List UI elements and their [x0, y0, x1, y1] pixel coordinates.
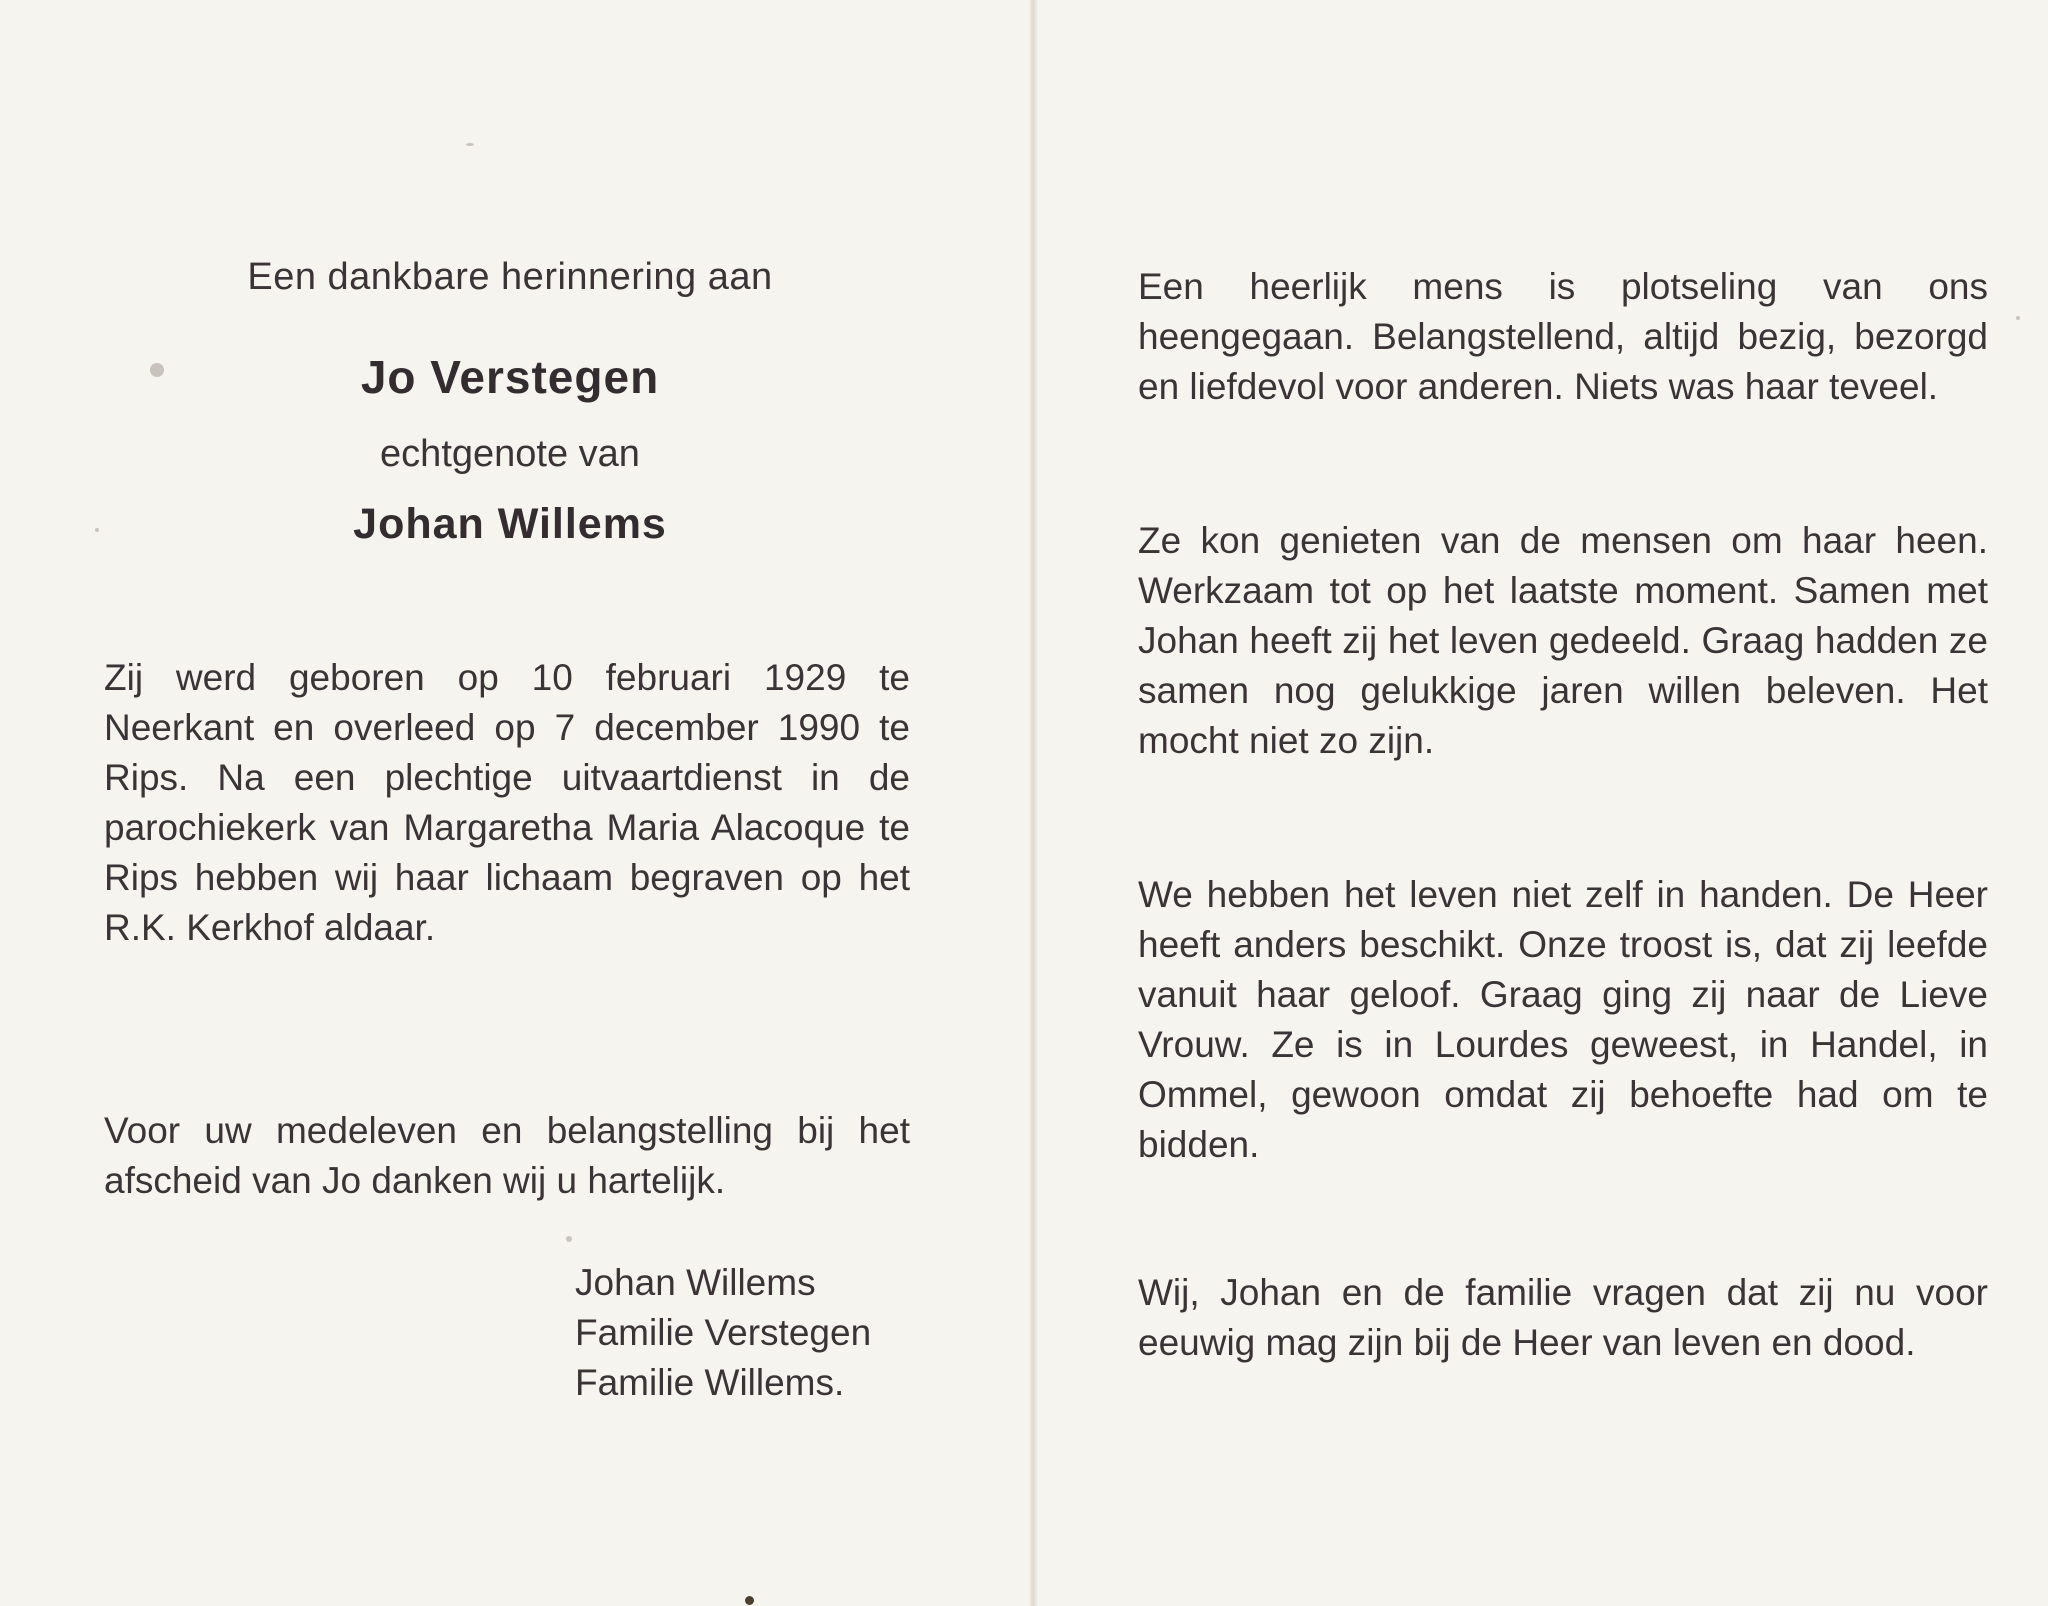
signature-line: Johan Willems — [575, 1262, 816, 1303]
spouse-name: Johan Willems — [353, 500, 667, 548]
spouse-label: echtgenote van — [380, 433, 640, 475]
signature-block — [575, 1258, 871, 1408]
deceased-name: Jo Verstegen — [360, 351, 660, 403]
intro-text: Een dankbare herinnering aan — [247, 256, 773, 298]
reflection-paragraph: We hebben het leven niet zelf in handen. De Heer heeft anders beschikt. Onze troost is, dat zij leefde vanuit haar geloof. Graag ging zij naar de Lieve Vrouw. Ze is in Lourdes geweest, in Handel, in Ommel, gewoon omdat zij behoefte had om te bidden. — [1138, 874, 1988, 1165]
reflection-paragraph: Wij, Johan en de familie vragen dat zij nu voor eeuwig mag zijn bij de Heer van leven en dood. — [1138, 1272, 1988, 1363]
right-panel — [1038, 0, 2048, 1606]
reflection-paragraph: Een heerlijk mens is plotseling van ons heengegaan. Belangstellend, altijd bezig, bezorgd en liefdevol voor anderen. Niets was haar teveel. — [1138, 266, 1988, 407]
thanks-paragraph: Voor uw medeleven en belangstelling bij het afscheid van Jo danken wij u hartelijk. — [104, 1110, 910, 1201]
paper-speck — [745, 1596, 754, 1605]
paper-speck — [2016, 316, 2020, 320]
reflection-paragraph: Ze kon genieten van de mensen om haar heen. Werkzaam tot op het laatste moment. Samen met Johan heeft zij het leven gedeeld. Graag hadden ze samen nog gelukkige jaren willen beleven. Het mocht niet zo zijn. — [1138, 520, 1988, 761]
signature-line: Familie Willems. — [575, 1362, 845, 1403]
paper-speck — [150, 363, 164, 377]
paper-speck — [466, 143, 474, 146]
signature-line: Familie Verstegen — [575, 1312, 872, 1353]
biography-paragraph: Zij werd geboren op 10 februari 1929 te Neerkant en overleed op 7 december 1990 te Rips. Na een plechtige uitvaartdienst in de parochiekerk van Margaretha Maria Alacoque te Rips hebben wij haar lichaam begraven op het R.K. Kerkhof aldaar. — [104, 657, 910, 948]
paper-speck — [566, 1236, 572, 1242]
card-fold — [1030, 0, 1038, 1606]
paper-speck — [95, 528, 99, 532]
